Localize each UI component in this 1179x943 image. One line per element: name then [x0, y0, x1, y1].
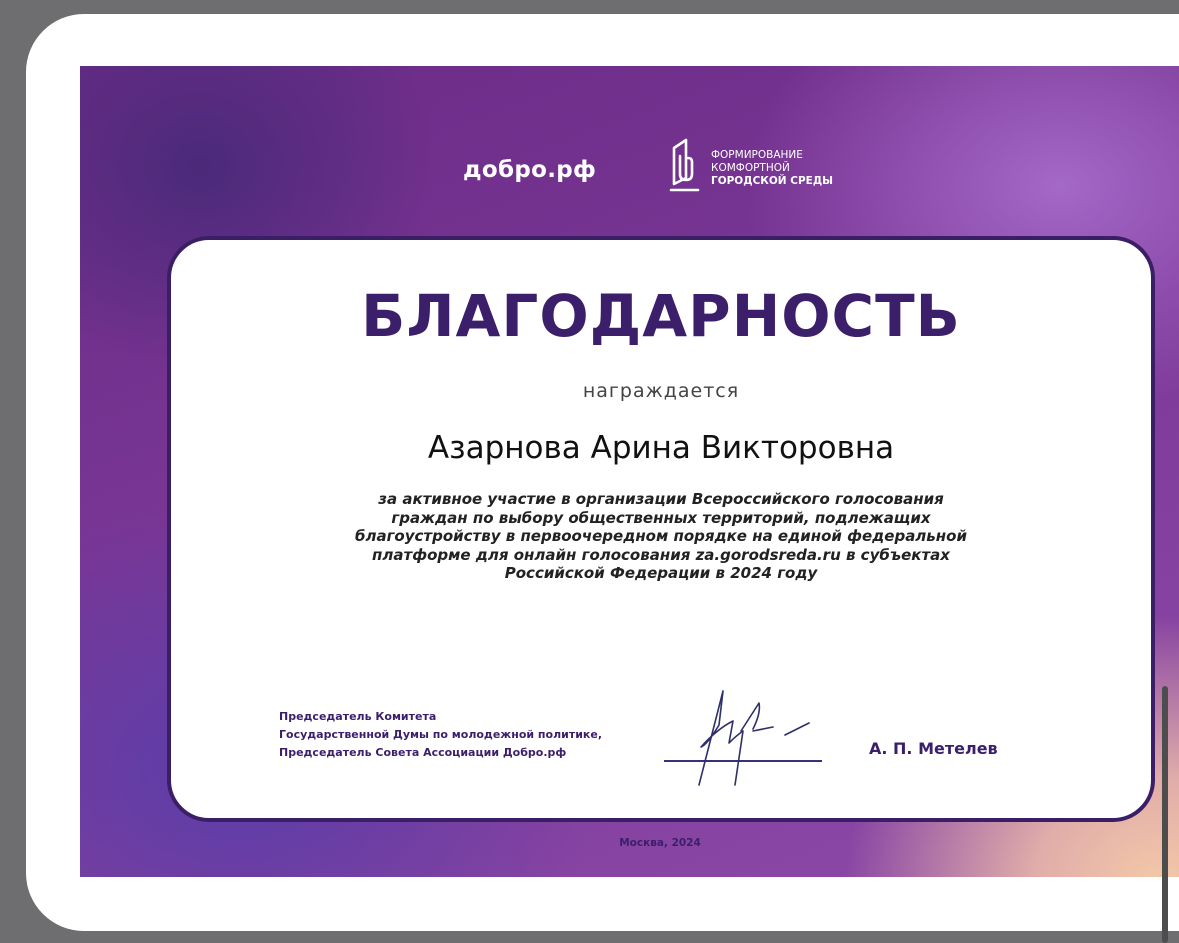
signature	[661, 685, 831, 795]
certificate	[80, 66, 1179, 877]
brand-program-name	[711, 149, 833, 188]
scrollbar[interactable]	[1162, 686, 1168, 943]
certificate-title: БЛАГОДАРНОСТЬ	[361, 282, 961, 350]
brand-program-line: КОМФОРТНОЙ	[711, 162, 790, 174]
brand-program-line: ФОРМИРОВАНИЕ	[711, 149, 803, 161]
certificate-panel	[167, 236, 1155, 822]
recipient-name: Азарнова Арина Викторовна	[427, 430, 895, 466]
signer-role-line: Государственной Думы по молодежной политике,	[279, 728, 603, 741]
signer-role	[279, 708, 602, 762]
signer-name: А. П. Метелев	[869, 739, 998, 758]
reason-line: благоустройству в первоочередном порядке на единой федеральной	[355, 527, 967, 545]
reason-line: граждан по выбору общественных территорий, подлежащих	[391, 508, 931, 527]
signer-role-line: Председатель Совета Ассоциации Добро.рф	[279, 746, 567, 759]
brand-dobro-logo: добро.рф	[463, 157, 597, 183]
reason-line: за активное участие в организации Всероссийского голосования	[378, 490, 944, 508]
award-reason	[321, 490, 1001, 583]
reason-line: Российской Федерации в 2024 году	[504, 564, 818, 582]
program-logo-icon	[668, 134, 702, 198]
signer-role-line: Председатель Комитета	[279, 710, 437, 723]
brand-program-line: ГОРОДСКОЙ СРЕДЫ	[711, 175, 834, 187]
reason-line: платформе для онлайн голосования za.gorodsreda.ru в субъектах	[372, 545, 950, 564]
place-date: Москва, 2024	[619, 837, 701, 849]
awarded-label: награждается	[582, 380, 740, 402]
